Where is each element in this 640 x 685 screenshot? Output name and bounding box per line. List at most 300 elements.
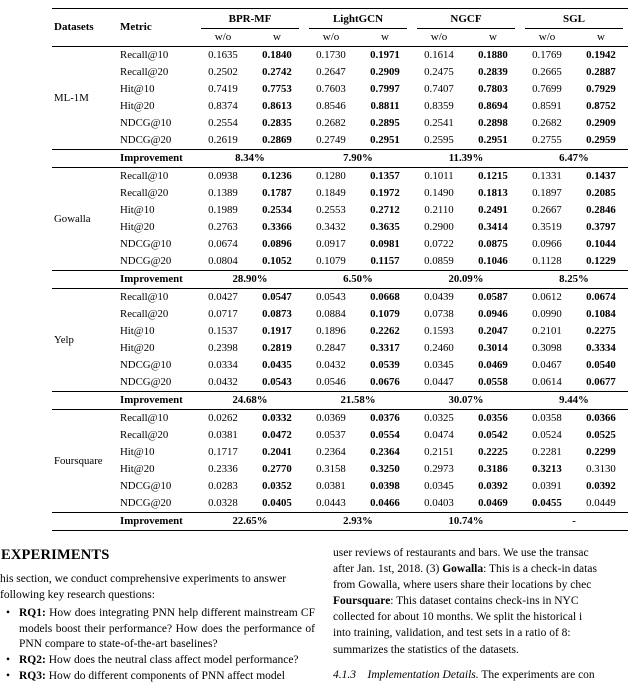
subsection-heading: 4.1.3 Implementation Details. The experiments are con bbox=[333, 668, 595, 681]
metric-value: 0.2041 bbox=[262, 446, 292, 458]
metric-value: 0.1537 bbox=[208, 325, 238, 337]
table-row bbox=[52, 185, 628, 202]
metric-value: 0.0432 bbox=[208, 376, 238, 388]
table-row bbox=[52, 219, 628, 236]
metric-value: 0.0332 bbox=[262, 412, 292, 424]
metric-value: 0.3186 bbox=[478, 463, 508, 475]
metric-value: 0.3432 bbox=[316, 221, 346, 233]
body-text-line: user reviews of restaurants and bars. We use the transac bbox=[333, 547, 589, 559]
dataset-description-paragraph bbox=[333, 545, 640, 658]
col-header-datasets: Datasets bbox=[52, 9, 118, 47]
table-row bbox=[52, 340, 628, 357]
metric-label: NDCG@20 bbox=[120, 497, 172, 509]
metric-value: 0.1635 bbox=[208, 49, 238, 61]
research-questions-list bbox=[0, 606, 315, 685]
metric-value: 0.0875 bbox=[478, 238, 508, 250]
improvement-value: 11.39% bbox=[412, 150, 520, 168]
metric-value: 0.2364 bbox=[316, 446, 346, 458]
metric-value: 0.7419 bbox=[208, 83, 238, 95]
metric-value: 0.8546 bbox=[316, 100, 346, 112]
metric-value: 0.0427 bbox=[208, 291, 238, 303]
metric-label: Recall@20 bbox=[120, 429, 169, 441]
col-subheader: w/o bbox=[520, 29, 574, 47]
metric-value: 0.2101 bbox=[532, 325, 562, 337]
table-row bbox=[52, 495, 628, 513]
metric-value: 0.0449 bbox=[586, 497, 616, 509]
research-question-item: • RQ2: How does the neutral class affect model performance? bbox=[0, 653, 315, 669]
metric-value: 0.2336 bbox=[208, 463, 238, 475]
metric-value: 0.2534 bbox=[262, 204, 292, 216]
metric-value: 0.0884 bbox=[316, 308, 346, 320]
metric-value: 0.2895 bbox=[370, 117, 400, 129]
metric-value: 0.2755 bbox=[532, 134, 562, 146]
col-header-method: BPR-MF bbox=[196, 9, 304, 30]
table-row bbox=[52, 132, 628, 150]
col-subheader: w bbox=[358, 29, 412, 47]
body-text-line: Foursquare: This dataset contains check-ins in NYC bbox=[333, 595, 579, 608]
metric-value: 0.0358 bbox=[532, 412, 562, 424]
table-row bbox=[52, 236, 628, 253]
table-row bbox=[52, 461, 628, 478]
body-text-line: into training, validation, and test sets in a ratio of 8: bbox=[333, 627, 571, 640]
table-row bbox=[52, 374, 628, 392]
metric-value: 0.0432 bbox=[316, 359, 346, 371]
metric-label: NDCG@20 bbox=[120, 134, 172, 146]
metric-value: 0.2595 bbox=[424, 134, 454, 146]
metric-value: 0.3130 bbox=[586, 463, 616, 475]
metric-value: 0.3334 bbox=[586, 342, 616, 354]
metric-value: 0.1215 bbox=[478, 170, 508, 182]
metric-value: 0.0283 bbox=[208, 480, 238, 492]
metric-value: 0.7803 bbox=[478, 83, 508, 95]
metric-value: 0.3635 bbox=[370, 221, 400, 233]
metric-value: 0.8359 bbox=[424, 100, 454, 112]
improvement-value: 30.07% bbox=[412, 392, 520, 410]
metric-label: Hit@20 bbox=[120, 463, 155, 475]
metric-value: 0.1236 bbox=[262, 170, 292, 182]
metric-value: 0.2460 bbox=[424, 342, 454, 354]
metric-value: 0.0917 bbox=[316, 238, 346, 250]
improvement-value: 20.09% bbox=[412, 271, 520, 289]
metric-value: 0.0612 bbox=[532, 291, 562, 303]
improvement-value: 22.65% bbox=[196, 513, 304, 531]
table-row bbox=[52, 168, 628, 186]
metric-value: 0.0435 bbox=[262, 359, 292, 371]
metric-value: 0.3797 bbox=[586, 221, 616, 233]
metric-value: 0.2959 bbox=[586, 134, 616, 146]
metric-value: 0.1717 bbox=[208, 446, 238, 458]
metric-value: 0.0537 bbox=[316, 429, 346, 441]
rq-label: RQ3: bbox=[19, 669, 46, 682]
metric-value: 0.3317 bbox=[370, 342, 400, 354]
metric-value: 0.2364 bbox=[370, 446, 400, 458]
metric-value: 0.1052 bbox=[262, 255, 292, 267]
rq-label: RQ1: bbox=[19, 607, 46, 619]
improvement-value: 8.25% bbox=[520, 271, 628, 289]
metric-value: 0.2262 bbox=[370, 325, 400, 337]
col-subheader: w bbox=[574, 29, 628, 47]
metric-value: 0.0328 bbox=[208, 497, 238, 509]
body-text-line: collected for about 10 months. We split the historical i bbox=[333, 611, 583, 624]
metric-value: 0.8752 bbox=[586, 100, 616, 112]
metric-label: Recall@20 bbox=[120, 308, 169, 320]
table-row bbox=[52, 81, 628, 98]
col-header-method: NGCF bbox=[412, 9, 520, 30]
metric-value: 0.0381 bbox=[208, 429, 238, 441]
metric-value: 0.1614 bbox=[424, 49, 454, 61]
improvement-value: - bbox=[520, 513, 628, 531]
metric-value: 0.0334 bbox=[208, 359, 238, 371]
metric-value: 0.0558 bbox=[478, 376, 508, 388]
metric-value: 0.2541 bbox=[424, 117, 454, 129]
metric-value: 0.0525 bbox=[586, 429, 616, 441]
improvement-value: 28.90% bbox=[196, 271, 304, 289]
improvement-label: Improvement bbox=[118, 150, 196, 168]
improvement-value: 7.90% bbox=[304, 150, 412, 168]
metric-value: 0.1896 bbox=[316, 325, 346, 337]
table-row bbox=[52, 410, 628, 428]
metric-label: Recall@20 bbox=[120, 66, 169, 78]
metric-value: 0.0543 bbox=[316, 291, 346, 303]
metric-value: 0.2898 bbox=[478, 117, 508, 129]
metric-value: 0.2682 bbox=[532, 117, 562, 129]
metric-value: 0.0405 bbox=[262, 497, 292, 509]
improvement-label: Improvement bbox=[118, 271, 196, 289]
metric-value: 0.1942 bbox=[586, 49, 616, 61]
metric-value: 0.3414 bbox=[478, 221, 508, 233]
metric-value: 0.0443 bbox=[316, 497, 346, 509]
metric-label: NDCG@10 bbox=[120, 480, 172, 492]
metric-value: 0.1079 bbox=[370, 308, 400, 320]
metric-value: 0.2819 bbox=[262, 342, 292, 354]
metric-value: 0.1897 bbox=[532, 187, 562, 199]
metric-value: 0.2275 bbox=[586, 325, 616, 337]
dataset-label: Foursquare bbox=[54, 454, 103, 467]
metric-value: 0.7929 bbox=[586, 83, 616, 95]
table-row bbox=[52, 444, 628, 461]
body-text-line: his section, we conduct comprehensive experiments to answer bbox=[0, 573, 287, 585]
metric-value: 0.2869 bbox=[262, 134, 292, 146]
metric-value: 0.0447 bbox=[424, 376, 454, 388]
metric-value: 0.0668 bbox=[370, 291, 400, 303]
metric-value: 0.1840 bbox=[262, 49, 292, 61]
metric-label: Hit@20 bbox=[120, 100, 155, 112]
metric-value: 0.7407 bbox=[424, 83, 454, 95]
metric-value: 0.1046 bbox=[478, 255, 508, 267]
metric-value: 0.2553 bbox=[316, 204, 346, 216]
metric-value: 0.0369 bbox=[316, 412, 346, 424]
metric-value: 0.0366 bbox=[586, 412, 616, 424]
research-question-item: • RQ1: How does integrating PNN help different mainstream CF models boost their performance? How does the performance of PNN compare to state-of-the-art baselines? bbox=[0, 606, 315, 653]
metric-value: 0.3098 bbox=[532, 342, 562, 354]
rq-label: RQ2: bbox=[19, 654, 46, 667]
metric-value: 0.1813 bbox=[478, 187, 508, 199]
improvement-value: 6.47% bbox=[520, 150, 628, 168]
metric-value: 0.1357 bbox=[370, 170, 400, 182]
section-heading: EXPERIMENTS bbox=[1, 547, 110, 563]
metric-label: Recall@10 bbox=[120, 49, 169, 61]
improvement-row bbox=[52, 392, 628, 410]
col-header-method: SGL bbox=[520, 9, 628, 30]
intro-paragraph bbox=[0, 571, 315, 603]
right-text-column bbox=[333, 545, 640, 683]
metric-value: 0.1490 bbox=[424, 187, 454, 199]
metric-value: 0.0543 bbox=[262, 376, 292, 388]
metric-value: 0.0539 bbox=[370, 359, 400, 371]
improvement-label: Improvement bbox=[118, 392, 196, 410]
metric-value: 0.2047 bbox=[478, 325, 508, 337]
metric-value: 0.1079 bbox=[316, 255, 346, 267]
metric-value: 0.1437 bbox=[586, 170, 616, 182]
metric-value: 0.2554 bbox=[208, 117, 238, 129]
metric-label: Hit@20 bbox=[120, 342, 155, 354]
metric-value: 0.2667 bbox=[532, 204, 562, 216]
metric-value: 0.0524 bbox=[532, 429, 562, 441]
metric-value: 0.0345 bbox=[424, 480, 454, 492]
table-row bbox=[52, 427, 628, 444]
metric-value: 0.1331 bbox=[532, 170, 562, 182]
metric-value: 0.3158 bbox=[316, 463, 346, 475]
metric-value: 0.0614 bbox=[532, 376, 562, 388]
metric-value: 0.1084 bbox=[586, 308, 616, 320]
metric-value: 0.0472 bbox=[262, 429, 292, 441]
metric-label: Recall@20 bbox=[120, 187, 169, 199]
metric-value: 0.2839 bbox=[478, 66, 508, 78]
metric-value: 0.1157 bbox=[370, 255, 400, 267]
metric-value: 0.0469 bbox=[478, 359, 508, 371]
metric-value: 0.0859 bbox=[424, 255, 454, 267]
metric-value: 0.8374 bbox=[208, 100, 238, 112]
metric-value: 0.0981 bbox=[370, 238, 400, 250]
col-header-metric: Metric bbox=[118, 9, 196, 47]
metric-label: Hit@20 bbox=[120, 221, 155, 233]
improvement-value: 24.68% bbox=[196, 392, 304, 410]
metric-label: NDCG@10 bbox=[120, 359, 172, 371]
metric-value: 0.3213 bbox=[532, 463, 562, 475]
metric-value: 0.0676 bbox=[370, 376, 400, 388]
metric-value: 0.1880 bbox=[478, 49, 508, 61]
metric-value: 0.1593 bbox=[424, 325, 454, 337]
metric-value: 0.1849 bbox=[316, 187, 346, 199]
metric-value: 0.2475 bbox=[424, 66, 454, 78]
metric-value: 0.1787 bbox=[262, 187, 292, 199]
metric-value: 0.2085 bbox=[586, 187, 616, 199]
table-row bbox=[52, 64, 628, 81]
metric-value: 0.0990 bbox=[532, 308, 562, 320]
metric-value: 0.1229 bbox=[586, 255, 616, 267]
metric-value: 0.0677 bbox=[586, 376, 616, 388]
metric-value: 0.1972 bbox=[370, 187, 400, 199]
metric-label: NDCG@20 bbox=[120, 376, 172, 388]
metric-value: 0.1389 bbox=[208, 187, 238, 199]
metric-value: 0.2763 bbox=[208, 221, 238, 233]
metric-value: 0.0474 bbox=[424, 429, 454, 441]
results-table bbox=[52, 8, 628, 531]
left-text-column bbox=[0, 547, 315, 685]
metric-value: 0.0674 bbox=[208, 238, 238, 250]
metric-value: 0.0966 bbox=[532, 238, 562, 250]
metric-value: 0.1011 bbox=[424, 170, 454, 182]
metric-value: 0.2951 bbox=[370, 134, 400, 146]
metric-value: 0.0439 bbox=[424, 291, 454, 303]
metric-value: 0.0398 bbox=[370, 480, 400, 492]
col-subheader: w bbox=[250, 29, 304, 47]
metric-value: 0.1044 bbox=[586, 238, 616, 250]
dataset-label: ML-1M bbox=[54, 91, 89, 104]
metric-value: 0.2900 bbox=[424, 221, 454, 233]
improvement-value: 6.50% bbox=[304, 271, 412, 289]
metric-value: 0.0376 bbox=[370, 412, 400, 424]
metric-value: 0.2491 bbox=[478, 204, 508, 216]
metric-value: 0.0262 bbox=[208, 412, 238, 424]
metric-value: 0.1730 bbox=[316, 49, 346, 61]
metric-value: 0.0469 bbox=[478, 497, 508, 509]
metric-value: 0.0738 bbox=[424, 308, 454, 320]
metric-label: Hit@10 bbox=[120, 83, 155, 95]
improvement-row bbox=[52, 271, 628, 289]
metric-value: 0.3250 bbox=[370, 463, 400, 475]
improvement-row bbox=[52, 513, 628, 531]
metric-value: 0.0466 bbox=[370, 497, 400, 509]
metric-value: 0.2398 bbox=[208, 342, 238, 354]
metric-value: 0.7753 bbox=[262, 83, 292, 95]
metric-value: 0.3366 bbox=[262, 221, 292, 233]
metric-value: 0.0873 bbox=[262, 308, 292, 320]
metric-value: 0.2770 bbox=[262, 463, 292, 475]
improvement-label: Improvement bbox=[118, 513, 196, 531]
metric-value: 0.0467 bbox=[532, 359, 562, 371]
metric-value: 0.2846 bbox=[586, 204, 616, 216]
metric-value: 0.2909 bbox=[586, 117, 616, 129]
metric-value: 0.0392 bbox=[586, 480, 616, 492]
metric-value: 0.0381 bbox=[316, 480, 346, 492]
metric-value: 0.1280 bbox=[316, 170, 346, 182]
improvement-value: 21.58% bbox=[304, 392, 412, 410]
metric-value: 0.0540 bbox=[586, 359, 616, 371]
dataset-label: Yelp bbox=[54, 333, 74, 346]
metric-value: 0.2835 bbox=[262, 117, 292, 129]
metric-value: 0.0722 bbox=[424, 238, 454, 250]
metric-value: 0.2299 bbox=[586, 446, 616, 458]
improvement-value: 10.74% bbox=[412, 513, 520, 531]
metric-value: 0.1128 bbox=[532, 255, 562, 267]
table-row bbox=[52, 323, 628, 340]
improvement-row bbox=[52, 150, 628, 168]
metric-value: 0.7603 bbox=[316, 83, 346, 95]
metric-label: Hit@10 bbox=[120, 204, 155, 216]
metric-value: 0.2647 bbox=[316, 66, 346, 78]
metric-value: 0.0554 bbox=[370, 429, 400, 441]
metric-value: 0.0938 bbox=[208, 170, 238, 182]
metric-value: 0.8694 bbox=[478, 100, 508, 112]
metric-label: Hit@10 bbox=[120, 446, 155, 458]
metric-label: Recall@10 bbox=[120, 170, 169, 182]
body-text-line: summarizes the statistics of the datasets. bbox=[333, 643, 519, 656]
metric-value: 0.2151 bbox=[424, 446, 454, 458]
metric-value: 0.1989 bbox=[208, 204, 238, 216]
metric-value: 0.2749 bbox=[316, 134, 346, 146]
improvement-value: 8.34% bbox=[196, 150, 304, 168]
metric-value: 0.0674 bbox=[586, 291, 616, 303]
metric-value: 0.2619 bbox=[208, 134, 238, 146]
col-header-method: LightGCN bbox=[304, 9, 412, 30]
metric-value: 0.0325 bbox=[424, 412, 454, 424]
bullet-icon: • bbox=[6, 654, 11, 667]
body-text-line: following key research questions: bbox=[0, 589, 155, 601]
table-row bbox=[52, 47, 628, 65]
metric-value: 0.8811 bbox=[370, 100, 400, 112]
metric-value: 0.0542 bbox=[478, 429, 508, 441]
table-row bbox=[52, 289, 628, 307]
table-row bbox=[52, 478, 628, 495]
metric-value: 0.0352 bbox=[262, 480, 292, 492]
metric-value: 0.0345 bbox=[424, 359, 454, 371]
metric-value: 0.2909 bbox=[370, 66, 400, 78]
metric-value: 0.0896 bbox=[262, 238, 292, 250]
metric-value: 0.0804 bbox=[208, 255, 238, 267]
metric-label: Recall@10 bbox=[120, 291, 169, 303]
dataset-label: Gowalla bbox=[54, 212, 91, 225]
metric-label: NDCG@10 bbox=[120, 117, 172, 129]
col-subheader: w/o bbox=[412, 29, 466, 47]
metric-value: 0.1971 bbox=[370, 49, 400, 61]
metric-label: Hit@10 bbox=[120, 325, 155, 337]
metric-value: 0.2225 bbox=[478, 446, 508, 458]
metric-value: 0.8591 bbox=[532, 100, 562, 112]
metric-value: 0.2110 bbox=[424, 204, 454, 216]
table-row bbox=[52, 202, 628, 219]
metric-value: 0.0392 bbox=[478, 480, 508, 492]
metric-value: 0.2712 bbox=[370, 204, 400, 216]
improvement-value: 9.44% bbox=[520, 392, 628, 410]
col-subheader: w bbox=[466, 29, 520, 47]
body-text-line: after Jan. 1st, 2018. (3) Gowalla: This is a check-in datas bbox=[333, 563, 597, 576]
table-row bbox=[52, 357, 628, 374]
metric-value: 0.1769 bbox=[532, 49, 562, 61]
metric-value: 0.0455 bbox=[532, 497, 562, 509]
table-row bbox=[52, 306, 628, 323]
bullet-icon: • bbox=[6, 607, 11, 619]
metric-value: 0.2887 bbox=[586, 66, 616, 78]
metric-value: 0.0546 bbox=[316, 376, 346, 388]
research-question-item: • RQ3: How do different components of PNN affect model bbox=[0, 669, 315, 685]
metric-value: 0.3519 bbox=[532, 221, 562, 233]
metric-value: 0.0403 bbox=[424, 497, 454, 509]
metric-value: 0.0946 bbox=[478, 308, 508, 320]
table-row bbox=[52, 253, 628, 271]
metric-value: 0.1917 bbox=[262, 325, 292, 337]
metric-value: 0.2847 bbox=[316, 342, 346, 354]
body-text-line: from Gowalla, where users share their locations by chec bbox=[333, 579, 592, 592]
metric-value: 0.7699 bbox=[532, 83, 562, 95]
bullet-icon: • bbox=[6, 669, 11, 682]
metric-value: 0.3014 bbox=[478, 342, 508, 354]
improvement-value: 2.93% bbox=[304, 513, 412, 531]
metric-value: 0.7997 bbox=[370, 83, 400, 95]
metric-value: 0.2973 bbox=[424, 463, 454, 475]
metric-value: 0.2742 bbox=[262, 66, 292, 78]
metric-label: Recall@10 bbox=[120, 412, 169, 424]
metric-value: 0.8613 bbox=[262, 100, 292, 112]
metric-value: 0.2502 bbox=[208, 66, 238, 78]
metric-value: 0.0587 bbox=[478, 291, 508, 303]
table-row bbox=[52, 98, 628, 115]
col-subheader: w/o bbox=[304, 29, 358, 47]
table-row bbox=[52, 115, 628, 132]
metric-value: 0.2682 bbox=[316, 117, 346, 129]
metric-value: 0.0391 bbox=[532, 480, 562, 492]
metric-value: 0.2281 bbox=[532, 446, 562, 458]
